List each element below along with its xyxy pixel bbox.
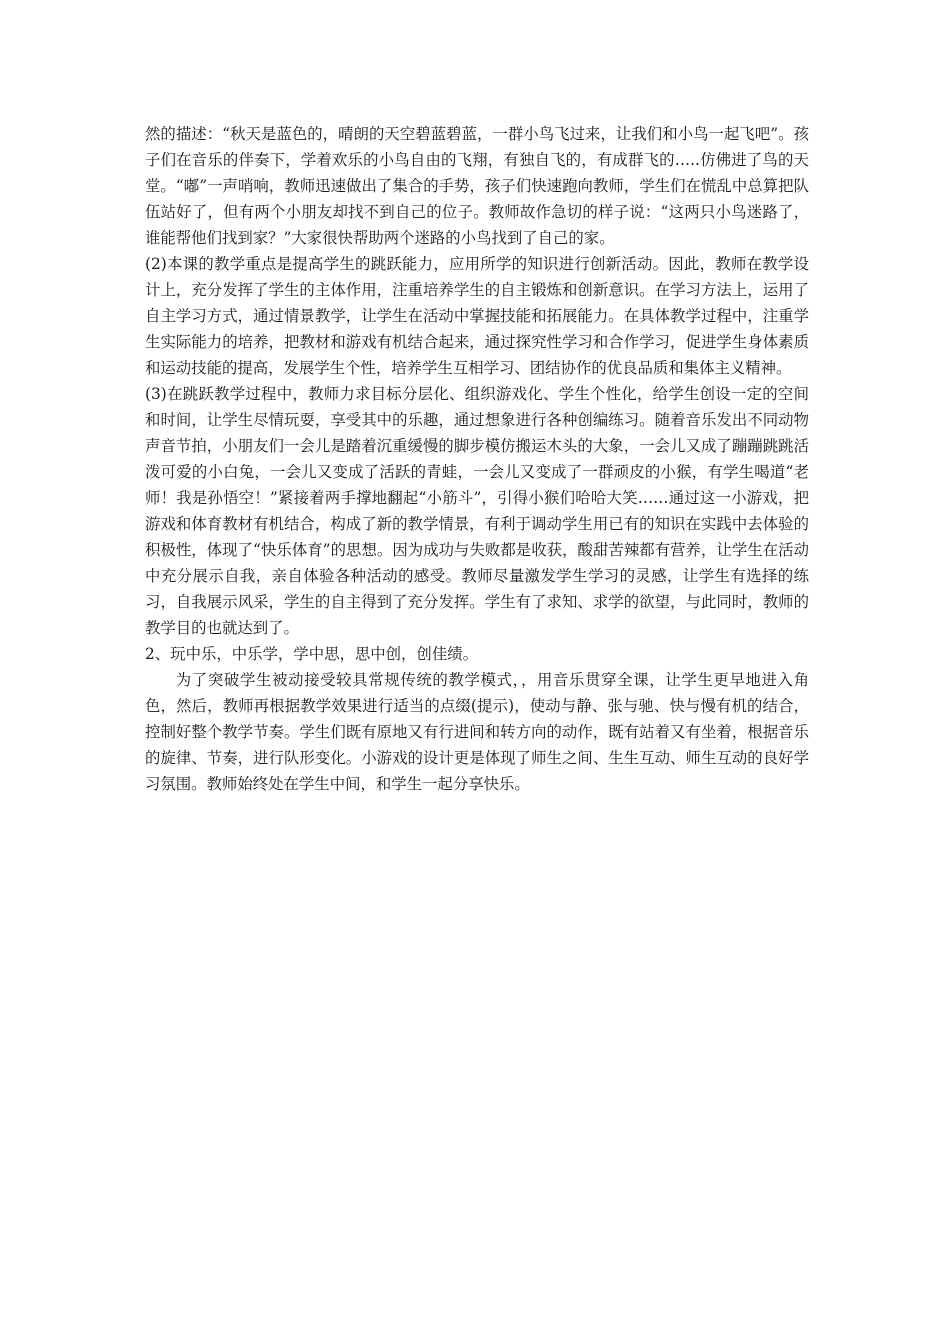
paragraph-jumping-process: (3)在跳跃教学过程中，教师力求目标分层化、组织游戏化、学生个性化，给学生创设一定的空间和时间，让学生尽情玩耍，享受其中的乐趣，通过想象进行各种创编练习。随着音乐发出不同动物声音节拍，小朋友们一会儿是踏着沉重缓慢的脚步模仿搬运木头的大象，一会儿又成了蹦蹦跳跳活泼可爱的小白兔，一会儿又变成了活跃的青蛙，一会儿又变成了一群顽皮的小猴，有学生喝道“老师！我是孙悟空！”紧接着两手撑地翻起“小筋斗”，引得小猴们哈哈大笑……通过这一小游戏，把游戏和体育教材有机结合，构成了新的教学情景，有利于调动学生用已有的知识在实践中去体验的积极性，体现了“快乐体育”的思想。因为成功与失败都是收获，酸甜苦辣都有营养，让学生在活动中充分展示自我，亲自体验各种活动的感受。教师尽量激发学生学习的灵感，让学生有选择的练习，自我展示风采，学生的自主得到了充分发挥。学生有了求知、求学的欲望，与此同时，教师的教学目的也就达到了。 xyxy=(145,385,809,637)
document-page xyxy=(145,121,809,797)
section-heading-play-and-learn: 2、玩中乐，中乐学，学中思，思中创，创佳绩。 xyxy=(145,645,478,663)
paragraph-music-teaching-mode: 为了突破学生被动接受较具常规传统的教学模式，，用音乐贯穿全课，让学生更早地进入角色，然后，教师再根据教学效果进行适当的点缀(提示)，使动与静、张与驰、快与慢有机的结合，控制好整个教学节奏。学生们既有原地又有行进间和转方向的动作，既有站着又有坐着，根据音乐的旋律、节奏，进行队形变化。小游戏的设计更是体现了师生之间、生生互动、师生互动的良好学习氛围。教师始终处在学生中间，和学生一起分享快乐。 xyxy=(145,671,809,793)
paragraph-teaching-focus: (2)本课的教学重点是提高学生的跳跃能力，应用所学的知识进行创新活动。因此，教师在教学设计上，充分发挥了学生的主体作用，注重培养学生的自主锻炼和创新意识。在学习方法上，运用了自主学习方式，通过情景教学，让学生在活动中掌握技能和拓展能力。在具体教学过程中，注重学生实际能力的培养，把教材和游戏有机结合起来，通过探究性学习和合作学习，促进学生身体素质和运动技能的提高，发展学生个性，培养学生互相学习、团结协作的优良品质和集体主义精神。 xyxy=(145,255,809,377)
paragraph-continued-description: 然的描述：“秋天是蓝色的，晴朗的天空碧蓝碧蓝，一群小鸟飞过来，让我们和小鸟一起飞吧”。孩子们在音乐的伴奏下，学着欢乐的小鸟自由的飞翔，有独自飞的，有成群飞的…..仿佛进了鸟的天堂。“嘟”一声哨响，教师迅速做出了集合的手势，孩子们快速跑向教师，学生们在慌乱中总算把队伍站好了，但有两个小朋友却找不到自己的位子。教师故作急切的样子说：“这两只小鸟迷路了，谁能帮他们找到家？”大家很快帮助两个迷路的小鸟找到了自己的家。 xyxy=(145,125,809,247)
